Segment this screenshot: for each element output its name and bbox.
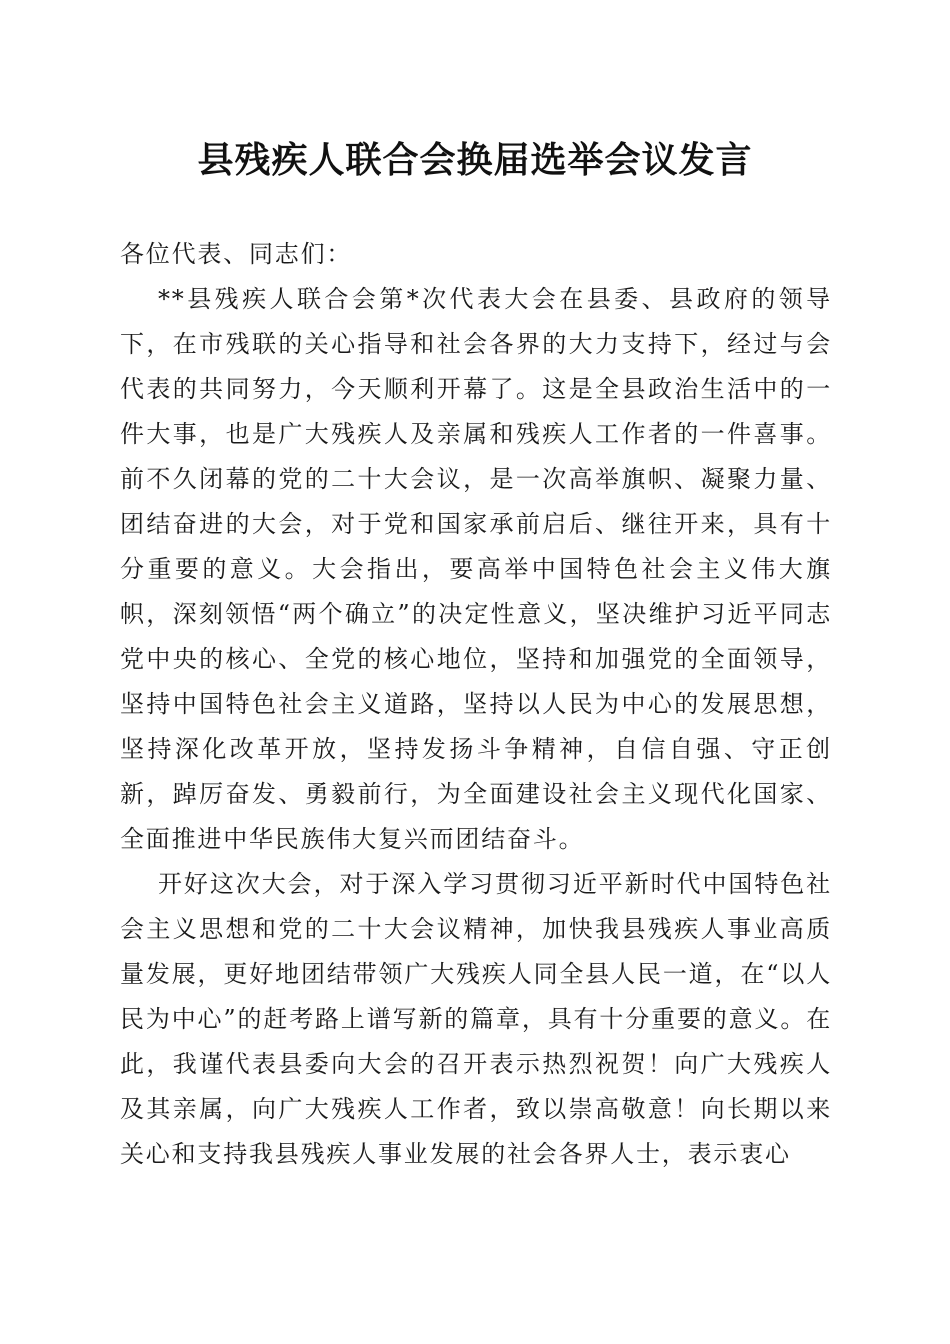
document-title: 县残疾人联合会换届选举会议发言 — [197, 139, 753, 181]
paragraph-2: 开好这次大会，对于深入学习贯彻习近平新时代中国特色社会主义思想和党的二十大会议精神，加快我县残疾人事业高质量发展，更好地团结带领广大残疾人同全县人民一道，在“以人民为中心”的赶考路上谱写新的篇章，具有十分重要的意义。在此，我谨代表县委向大会的召开表示热烈祝贺！向广大残疾人及其亲属，向广大残疾人工作者，致以崇高敬意！向长期以来关心和支持我县残疾人事业发展的社会各界人士，表示衷心 — [120, 870, 832, 1168]
greeting-line: 各位代表、同志们： — [120, 240, 353, 268]
document-body — [120, 232, 832, 1177]
paragraph-1: **县残疾人联合会第*次代表大会在县委、县政府的领导下，在市残联的关心指导和社会各界的大力支持下，经过与会代表的共同努力，今天顺利开幕了。这是全县政治生活中的一件大事，也是广大残疾人及亲属和残疾人工作者的一件喜事。前不久闭幕的党的二十大会议，是一次高举旗帜、凝聚力量、团结奋进的大会，对于党和国家承前启后、继往开来，具有十分重要的意义。大会指出，要高举中国特色社会主义伟大旗帜，深刻领悟“两个确立”的决定性意义，坚决维护习近平同志党中央的核心、全党的核心地位，坚持和加强党的全面领导，坚持中国特色社会主义道路，坚持以人民为中心的发展思想，坚持深化改革开放，坚持发扬斗争精神，自信自强、守正创新，踔厉奋发、勇毅前行，为全面建设社会主义现代化国家、全面推进中华民族伟大复兴而团结奋斗。 — [120, 285, 832, 853]
